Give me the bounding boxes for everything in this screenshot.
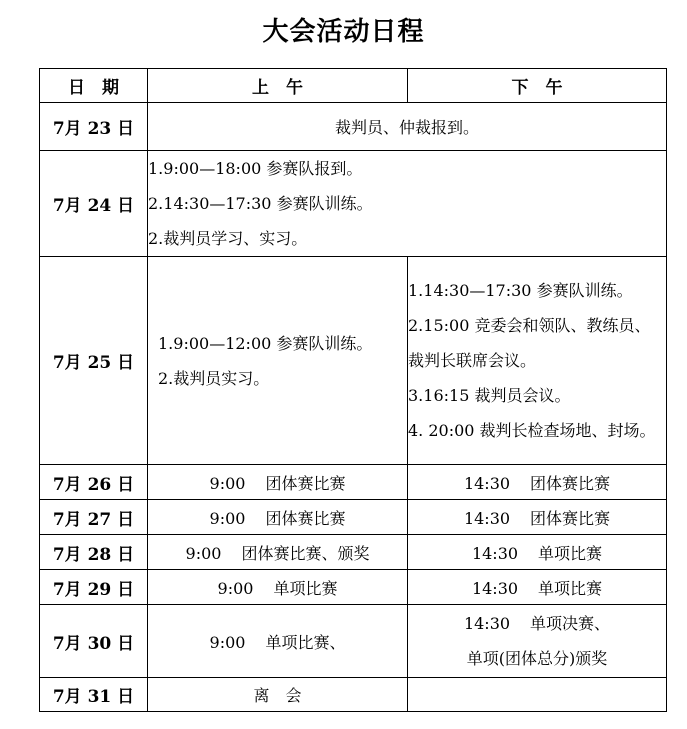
table-row bbox=[40, 500, 667, 535]
list-item: 3.16:15 裁判员会议。 bbox=[408, 386, 571, 405]
date-cell: 7月 25 日 bbox=[40, 257, 148, 465]
merged-cell bbox=[148, 151, 667, 257]
header-morning: 上 午 bbox=[148, 69, 408, 103]
schedule-table bbox=[39, 68, 667, 712]
table-row bbox=[40, 570, 667, 605]
date-cell: 7月 27 日 bbox=[40, 500, 148, 535]
header-date: 日 期 bbox=[40, 69, 148, 103]
list-item: 1.9:00—12:00 参赛队训练。 bbox=[158, 333, 373, 353]
date-cell: 7月 30 日 bbox=[40, 605, 148, 678]
afternoon-cell bbox=[408, 678, 667, 712]
list-item: 1.9:00—18:00 参赛队报到。 bbox=[148, 159, 363, 178]
afternoon-cell: 14:30 单项决赛、 单项(团体总分)颁奖 bbox=[408, 605, 667, 678]
table-row bbox=[40, 151, 667, 257]
table-row bbox=[40, 257, 667, 465]
morning-cell: 9:00 单项比赛、 bbox=[148, 605, 408, 678]
list-item: 2.裁判员学习、实习。 bbox=[148, 229, 308, 248]
table-row bbox=[40, 465, 667, 500]
table-header-row bbox=[40, 69, 667, 103]
morning-cell: 9:00 团体赛比赛 bbox=[148, 465, 408, 500]
afternoon-cell: 14:30 团体赛比赛 bbox=[408, 465, 667, 500]
afternoon-cell: 14:30 团体赛比赛 bbox=[408, 500, 667, 535]
date-cell: 7月 23 日 bbox=[40, 103, 148, 151]
afternoon-cell bbox=[408, 257, 667, 465]
table-row bbox=[40, 103, 667, 151]
afternoon-cell: 14:30 单项比赛 bbox=[408, 570, 667, 605]
morning-cell bbox=[148, 257, 408, 465]
list-item: 4. 20:00 裁判长检查场地、封场。 bbox=[408, 421, 656, 440]
list-item: 1.14:30—17:30 参赛队训练。 bbox=[408, 281, 633, 300]
morning-cell: 9:00 团体赛比赛、颁奖 bbox=[148, 535, 408, 570]
list-item: 2.15:00 竞委会和领队、教练员、裁判长联席会议。 bbox=[408, 316, 651, 370]
merged-cell: 裁判员、仲裁报到。 bbox=[148, 103, 667, 151]
page-title: 大会活动日程 bbox=[262, 17, 425, 47]
header-afternoon: 下 午 bbox=[408, 69, 667, 103]
list-item: 2.裁判员实习。 bbox=[158, 368, 270, 388]
morning-cell: 离 会 bbox=[148, 678, 408, 712]
morning-cell: 9:00 团体赛比赛 bbox=[148, 500, 408, 535]
date-cell: 7月 26 日 bbox=[40, 465, 148, 500]
afternoon-cell: 14:30 单项比赛 bbox=[408, 535, 667, 570]
table-row bbox=[40, 678, 667, 712]
table-row bbox=[40, 535, 667, 570]
table-row bbox=[40, 605, 667, 678]
date-cell: 7月 31 日 bbox=[40, 678, 148, 712]
date-cell: 7月 24 日 bbox=[40, 151, 148, 257]
date-cell: 7月 29 日 bbox=[40, 570, 148, 605]
morning-cell: 9:00 单项比赛 bbox=[148, 570, 408, 605]
date-cell: 7月 28 日 bbox=[40, 535, 148, 570]
list-item: 2.14:30—17:30 参赛队训练。 bbox=[148, 194, 373, 213]
